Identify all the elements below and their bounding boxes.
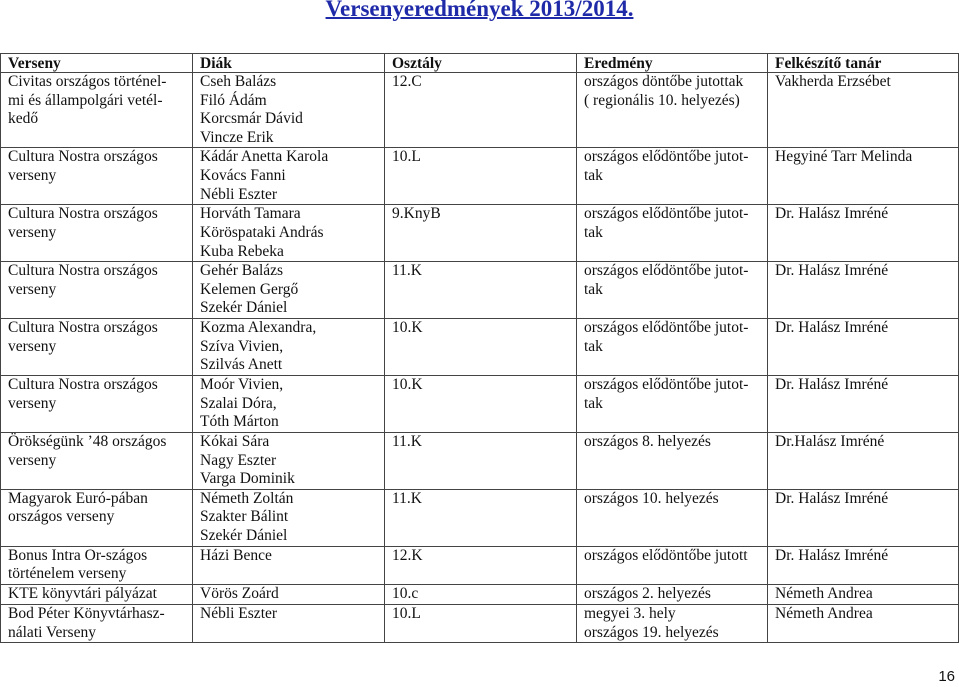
cell-diak: Kozma Alexandra, Szíva Vivien, Szilvás Anett — [193, 319, 385, 376]
cell-eredmeny: országos döntőbe jutottak ( regionális 10. helyezés) — [577, 73, 768, 148]
cell-verseny: Cultura Nostra országos verseny — [1, 148, 193, 205]
cell-diak: Kókai Sára Nagy Eszter Varga Dominik — [193, 432, 385, 489]
cell-osztaly: 10.K — [385, 375, 577, 432]
cell-diak: Nébli Eszter — [193, 604, 385, 642]
cell-osztaly: 10.L — [385, 148, 577, 205]
cell-tanar: Dr.Halász Imréné — [768, 432, 959, 489]
cell-diak: Házi Bence — [193, 546, 385, 584]
cell-osztaly: 9.KnyB — [385, 205, 577, 262]
header-row — [1, 54, 959, 73]
cell-eredmeny: országos 10. helyezés — [577, 489, 768, 546]
table-row — [1, 432, 959, 489]
table-row — [1, 73, 959, 148]
header-diak: Diák — [193, 54, 385, 73]
cell-verseny: Cultura Nostra országos verseny — [1, 262, 193, 319]
cell-osztaly: 11.K — [385, 432, 577, 489]
cell-verseny: Bod Péter Könyvtárhasz- nálati Verseny — [1, 604, 193, 642]
cell-diak: Vörös Zoárd — [193, 584, 385, 604]
cell-eredmeny: országos elődöntőbe jutot- tak — [577, 262, 768, 319]
cell-verseny: KTE könyvtári pályázat — [1, 584, 193, 604]
page-title-text: Versenyeredmények 2013/2014. — [325, 0, 634, 21]
cell-eredmeny: megyei 3. hely országos 19. helyezés — [577, 604, 768, 642]
cell-tanar: Dr. Halász Imréné — [768, 262, 959, 319]
cell-verseny: Cultura Nostra országos verseny — [1, 319, 193, 376]
cell-tanar: Dr. Halász Imréné — [768, 546, 959, 584]
cell-eredmeny: országos 2. helyezés — [577, 584, 768, 604]
table-row — [1, 319, 959, 376]
cell-osztaly: 12.K — [385, 546, 577, 584]
page-number: 16 — [938, 668, 955, 685]
cell-osztaly: 10.L — [385, 604, 577, 642]
table-row — [1, 546, 959, 584]
cell-diak: Kádár Anetta Karola Kovács Fanni Nébli Eszter — [193, 148, 385, 205]
cell-diak: Németh Zoltán Szakter Bálint Szekér Dániel — [193, 489, 385, 546]
header-osztaly: Osztály — [385, 54, 577, 73]
cell-tanar: Vakherda Erzsébet — [768, 73, 959, 148]
cell-eredmeny: országos elődöntőbe jutott — [577, 546, 768, 584]
cell-tanar: Dr. Halász Imréné — [768, 319, 959, 376]
cell-verseny: Cultura Nostra országos verseny — [1, 375, 193, 432]
cell-tanar: Hegyiné Tarr Melinda — [768, 148, 959, 205]
table-row — [1, 604, 959, 642]
cell-diak: Moór Vivien, Szalai Dóra, Tóth Márton — [193, 375, 385, 432]
cell-verseny: Örökségünk ’48 országos verseny — [1, 432, 193, 489]
cell-osztaly: 11.K — [385, 262, 577, 319]
cell-tanar: Dr. Halász Imréné — [768, 375, 959, 432]
cell-verseny: Cultura Nostra országos verseny — [1, 205, 193, 262]
table-row — [1, 262, 959, 319]
cell-eredmeny: országos elődöntőbe jutot- tak — [577, 319, 768, 376]
cell-diak: Gehér Balázs Kelemen Gergő Szekér Dániel — [193, 262, 385, 319]
cell-diak: Horváth Tamara Köröspataki András Kuba Rebeka — [193, 205, 385, 262]
header-tanar: Felkészítő tanár — [768, 54, 959, 73]
table-row — [1, 148, 959, 205]
cell-diak: Cseh Balázs Filó Ádám Korcsmár Dávid Vincze Erik — [193, 73, 385, 148]
cell-eredmeny: országos elődöntőbe jutot- tak — [577, 375, 768, 432]
cell-osztaly: 10.K — [385, 319, 577, 376]
page-title — [0, 0, 959, 22]
cell-tanar: Dr. Halász Imréné — [768, 489, 959, 546]
cell-osztaly: 12.C — [385, 73, 577, 148]
cell-osztaly: 10.c — [385, 584, 577, 604]
cell-eredmeny: országos elődöntőbe jutot- tak — [577, 205, 768, 262]
table-row — [1, 584, 959, 604]
table-body — [1, 73, 959, 643]
cell-eredmeny: országos 8. helyezés — [577, 432, 768, 489]
header-eredmeny: Eredmény — [577, 54, 768, 73]
header-verseny: Verseny — [1, 54, 193, 73]
table-row — [1, 489, 959, 546]
table-row — [1, 205, 959, 262]
cell-tanar: Németh Andrea — [768, 584, 959, 604]
cell-verseny: Bonus Intra Or-szágos történelem verseny — [1, 546, 193, 584]
cell-verseny: Magyarok Euró-pában országos verseny — [1, 489, 193, 546]
cell-tanar: Németh Andrea — [768, 604, 959, 642]
cell-verseny: Civitas országos történel- mi és állampolgári vetél- kedő — [1, 73, 193, 148]
cell-osztaly: 11.K — [385, 489, 577, 546]
table-row — [1, 375, 959, 432]
cell-eredmeny: országos elődöntőbe jutot- tak — [577, 148, 768, 205]
results-table — [0, 53, 959, 643]
cell-tanar: Dr. Halász Imréné — [768, 205, 959, 262]
